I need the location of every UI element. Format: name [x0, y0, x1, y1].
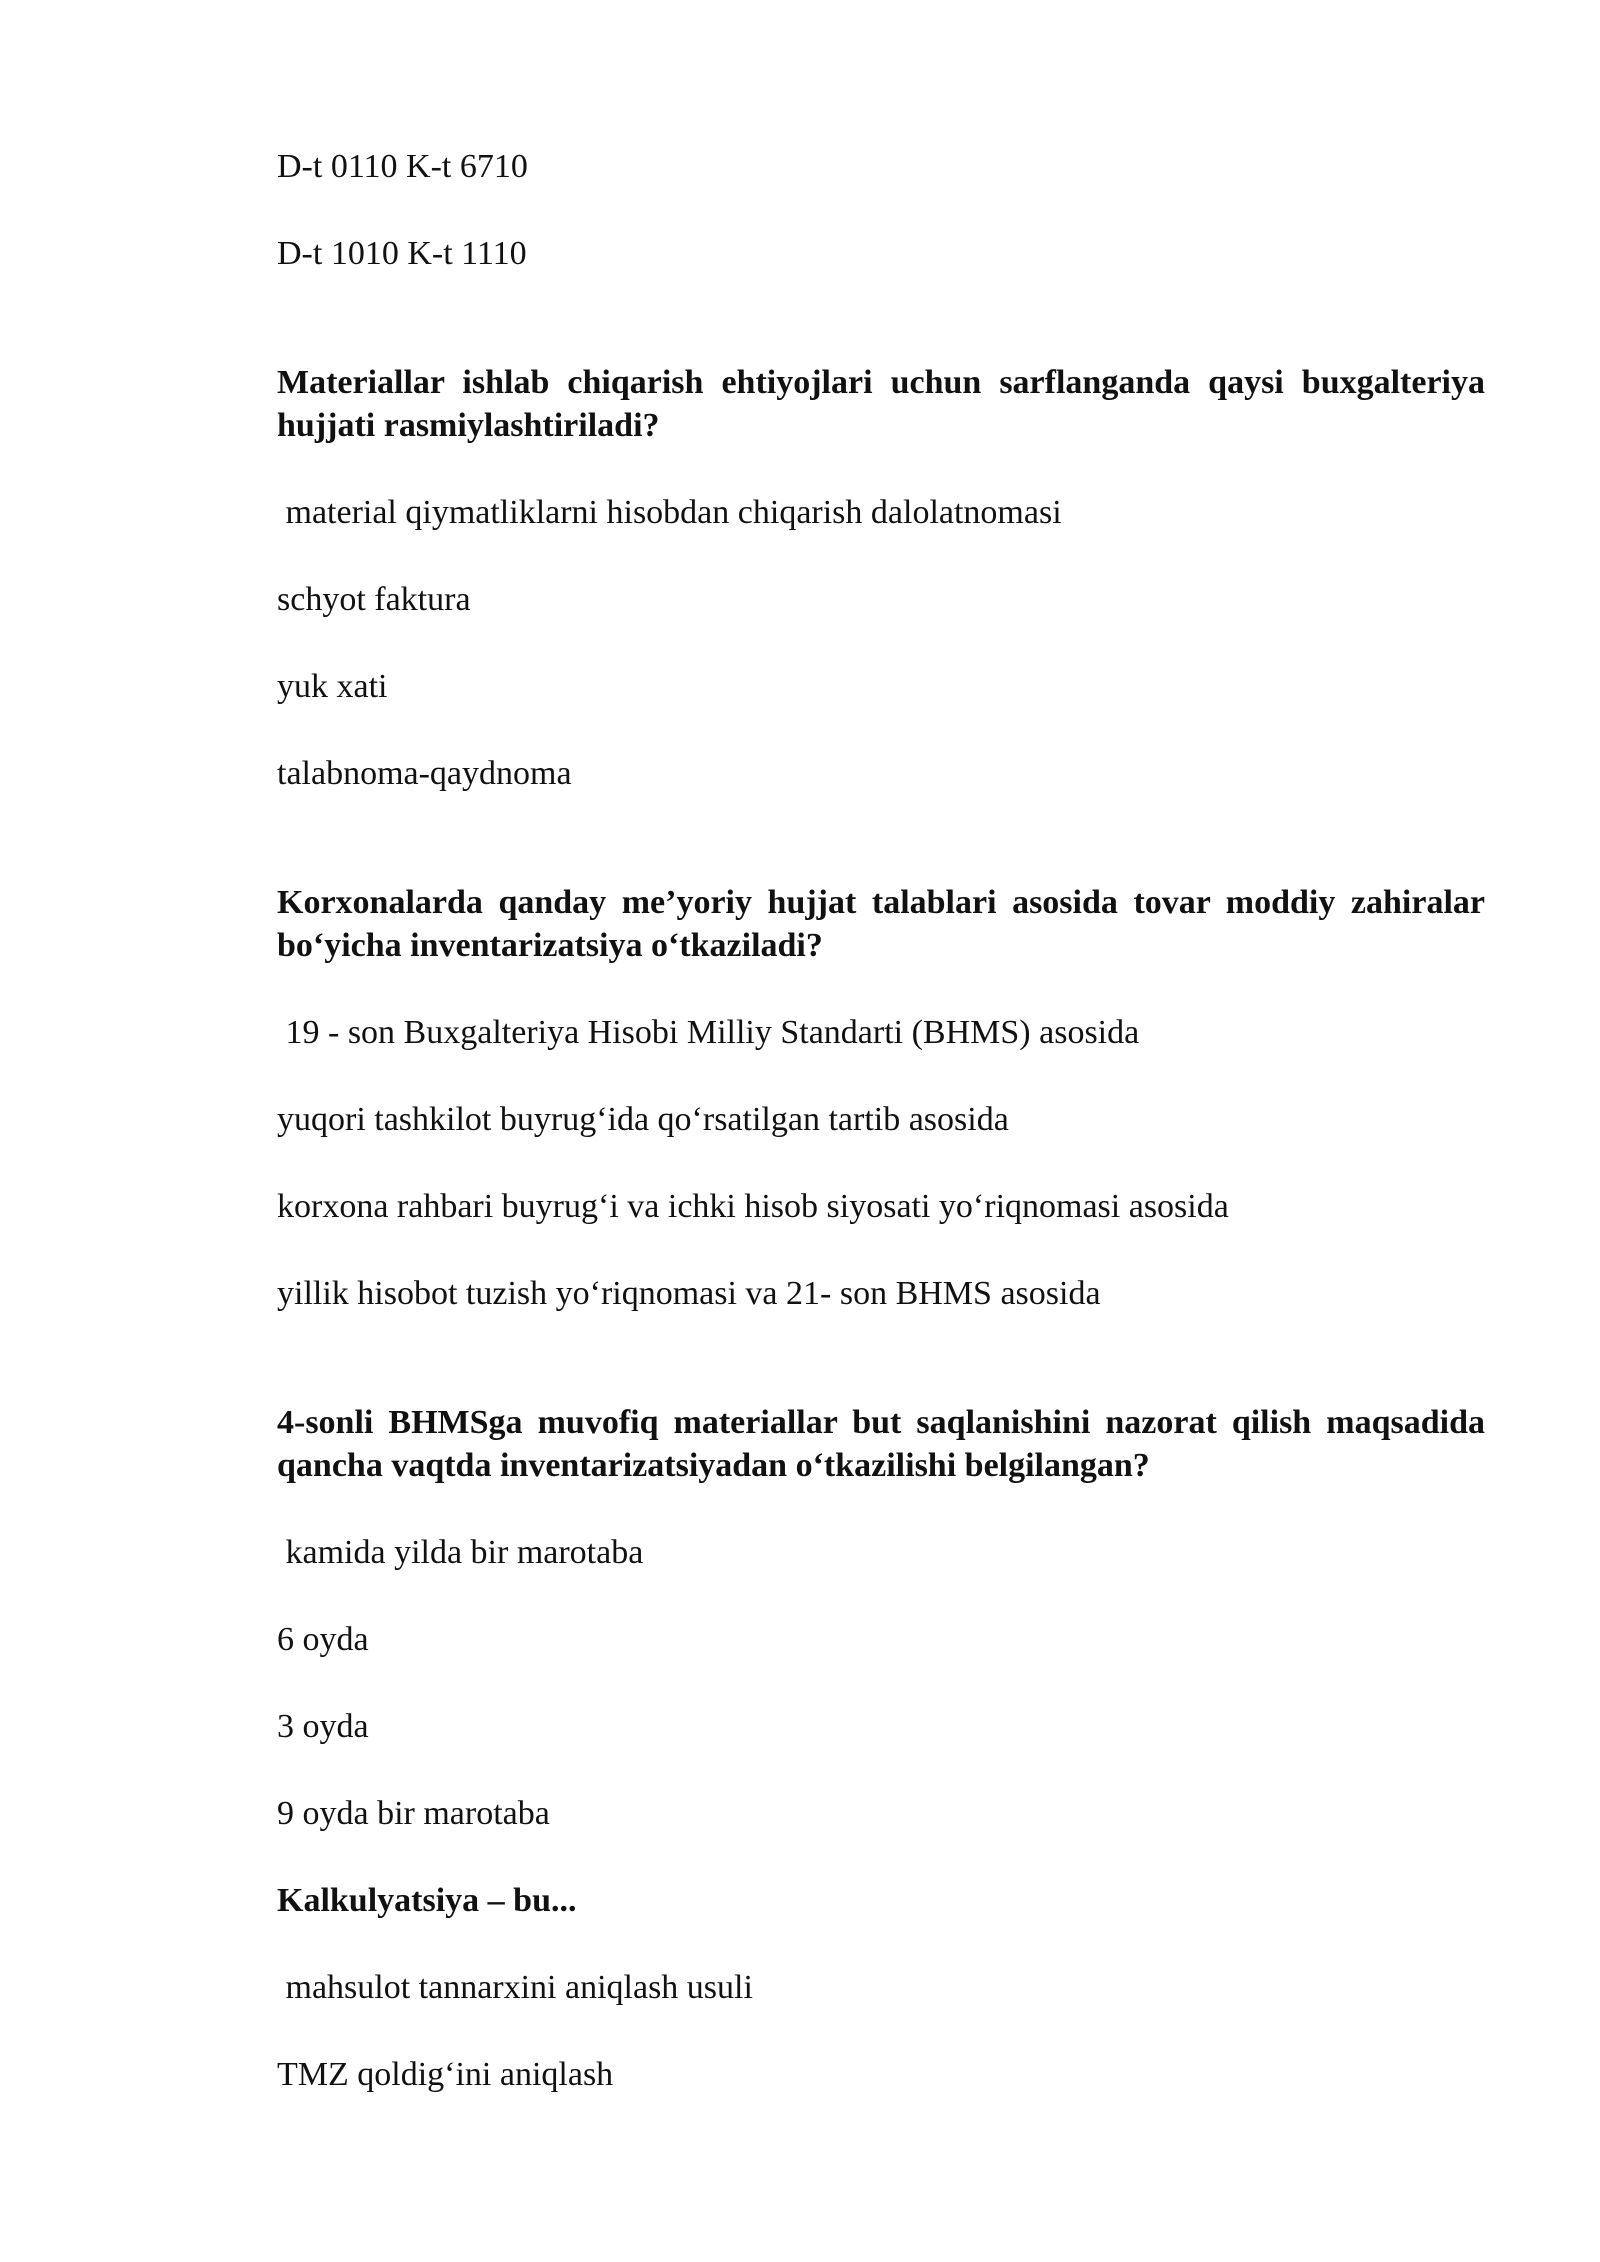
question-text: Kalkulyatsiya – bu...: [277, 1882, 577, 1919]
answer-option: korxona rahbari buyrug‘i va ichki hisob siyosati yo‘riqnomasi asosida: [277, 1188, 1229, 1225]
question-text: Korxonalarda qanday me’yoriy hujjat talablari asosida tovar moddiy zahiralar bo‘yicha inventarizatsiya o‘tkaziladi?: [277, 884, 1485, 964]
accounting-entry: D-t 0110 K-t 6710: [277, 148, 528, 185]
answer-option: talabnoma-qaydnoma: [277, 755, 572, 792]
answer-option: kamida yilda bir marotaba: [277, 1534, 644, 1571]
answer-option: yillik hisobot tuzish yo‘riqnomasi va 21- son BHMS asosida: [277, 1275, 1101, 1312]
answer-option: yuqori tashkilot buyrug‘ida qo‘rsatilgan tartib asosida: [277, 1101, 1009, 1138]
answer-option: yuk xati: [277, 668, 388, 705]
answer-option: 3 oyda: [277, 1708, 369, 1745]
answer-option: 19 - son Buxgalteriya Hisobi Milliy Standarti (BHMS) asosida: [277, 1014, 1140, 1051]
document-page: [277, 145, 1485, 2140]
answer-option: schyot faktura: [277, 581, 471, 618]
answer-option: material qiymatliklarni hisobdan chiqarish dalolatnomasi: [277, 494, 1062, 531]
answer-option: 9 oyda bir marotaba: [277, 1795, 550, 1832]
answer-option: mahsulot tannarxini aniqlash usuli: [277, 1969, 753, 2006]
answer-option: 6 oyda: [277, 1621, 369, 1658]
question-text: Materiallar ishlab chiqarish ehtiyojlari uchun sarflanganda qaysi buxgalteriya hujjati rasmiylashtiriladi?: [277, 364, 1485, 444]
question-text: 4-sonli BHMSga muvofiq materiallar but saqlanishini nazorat qilish maqsadida qancha vaqtda inventarizatsiyadan o‘tkazilishi belgilangan?: [277, 1404, 1485, 1484]
answer-option: TMZ qoldig‘ini aniqlash: [277, 2056, 614, 2093]
accounting-entry: D-t 1010 K-t 1110: [277, 235, 527, 272]
